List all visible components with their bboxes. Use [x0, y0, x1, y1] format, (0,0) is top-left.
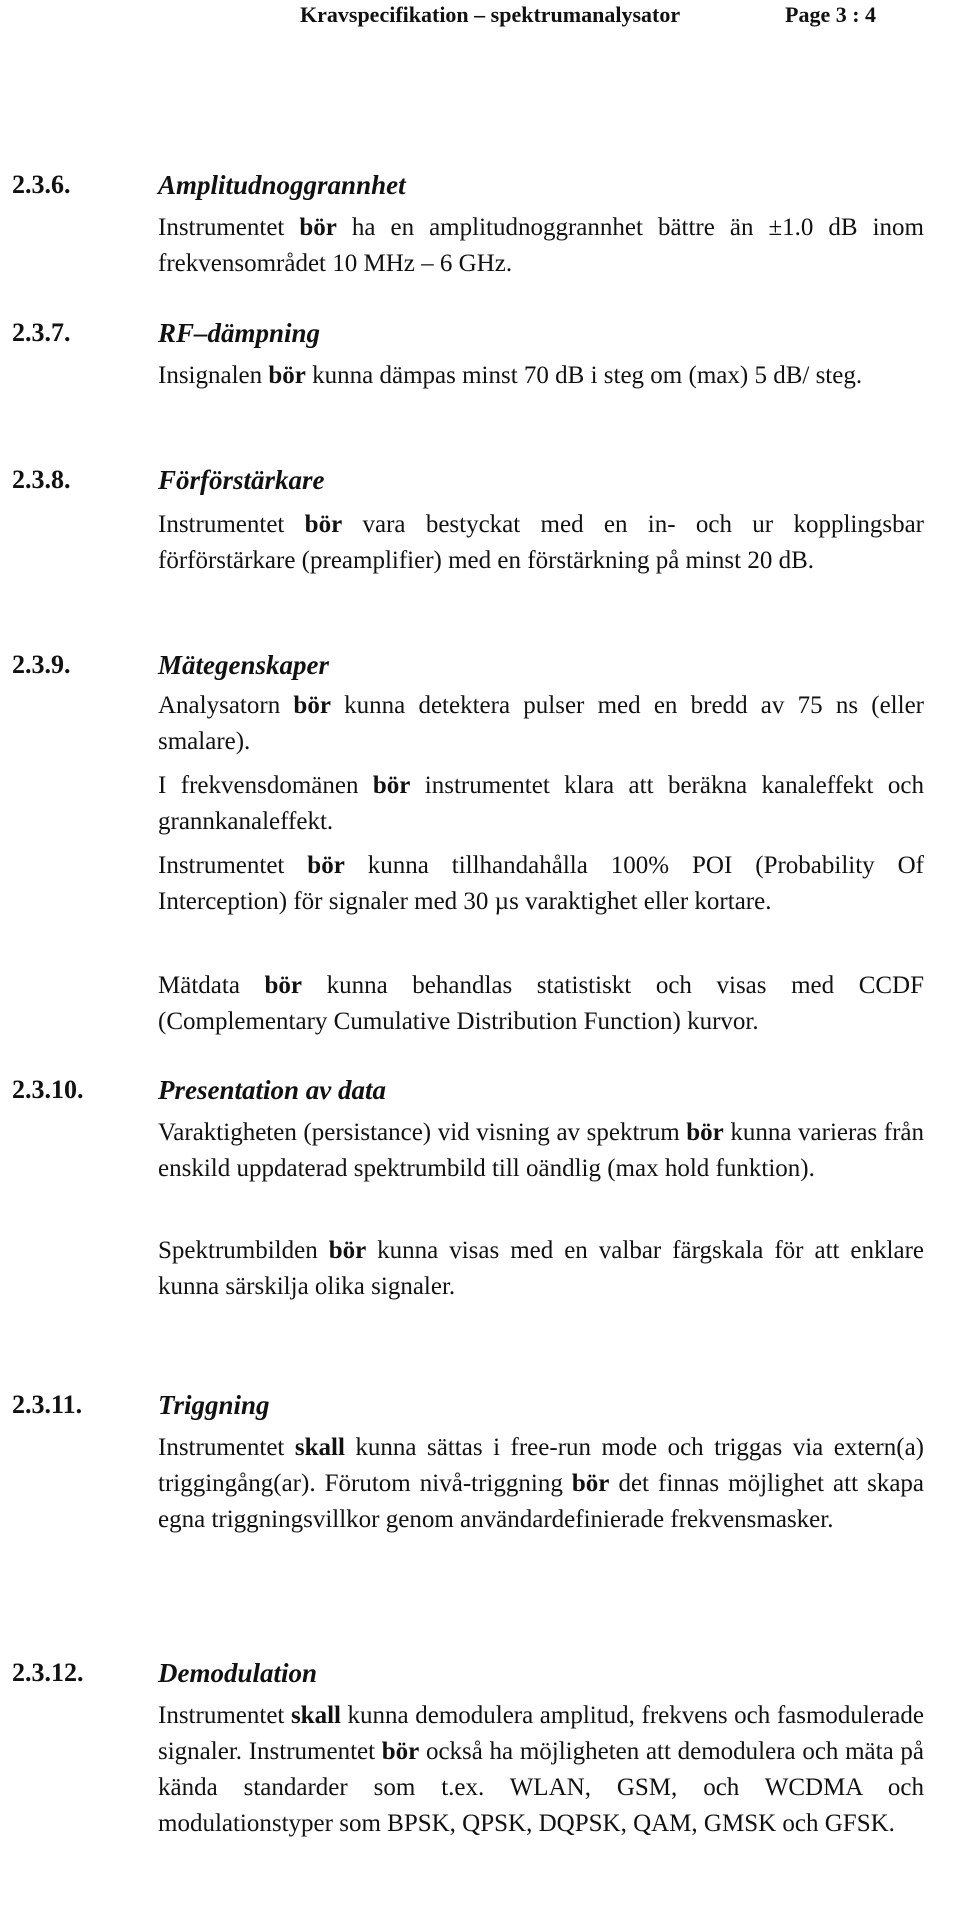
section-number: 2.3.12. [12, 1658, 84, 1687]
section-number: 2.3.10. [12, 1075, 84, 1104]
paragraph: Spektrumbilden bör kunna visas med en valbar färgskala för att enklare kunna särskilja olika signaler. [158, 1237, 924, 1300]
section-number: 2.3.6. [12, 170, 71, 199]
paragraph: Varaktigheten (persistance) vid visning av spektrum bör kunna varieras från enskild uppdaterad spektrumbild till oändlig (max hold funktion). [158, 1119, 924, 1182]
section-heading: Mätegenskaper [158, 650, 329, 680]
section-number: 2.3.8. [12, 465, 71, 494]
paragraph: Mätdata bör kunna behandlas statistiskt och visas med CCDF (Complementary Cumulative Distribution Function) kurvor. [158, 972, 924, 1035]
section-number: 2.3.11. [12, 1390, 83, 1419]
section-number: 2.3.7. [12, 318, 71, 347]
section-heading: Amplitudnoggrannhet [158, 170, 406, 200]
section-heading: Presentation av data [158, 1075, 386, 1105]
paragraph: Instrumentet skall kunna demodulera amplitud, frekvens och fasmodulerade signaler. Instrumentet bör också ha möjligheten att demodulera och mäta på kända standarder som t.ex. WLAN, GSM, och WCDMA och modulationstyper som BPSK, QPSK, DQPSK, QAM, GMSK och GFSK. [158, 1702, 924, 1837]
section-heading: RF–dämpning [158, 318, 321, 348]
paragraph: Instrumentet bör ha en amplitudnoggrannhet bättre än ±1.0 dB inom frekvensområdet 10 MHz – 6 GHz. [158, 214, 925, 277]
page-header [0, 0, 960, 40]
section-heading: Förförstärkare [158, 465, 325, 495]
section-heading: Demodulation [158, 1658, 318, 1688]
paragraph: Instrumentet bör kunna tillhandahålla 100% POI (Probability Of Interception) för signaler med 30 µs varaktighet eller kortare. [158, 852, 924, 915]
section-heading: Triggning [158, 1390, 270, 1420]
paragraph: Insignalen bör kunna dämpas minst 70 dB i steg om (max) 5 dB/ steg. [158, 362, 863, 389]
page-number: Page 3 : 4 [785, 2, 877, 27]
paragraph: Analysatorn bör kunna detektera pulser med en bredd av 75 ns (eller smalare). [158, 692, 924, 755]
paragraph: Instrumentet bör vara bestyckat med en in- och ur kopplingsbar förförstärkare (preamplifier) med en förstärkning på minst 20 dB. [158, 511, 924, 574]
section-number: 2.3.9. [12, 650, 71, 679]
paragraph: I frekvensdomänen bör instrumentet klara att beräkna kanaleffekt och grannkanaleffekt. [158, 772, 924, 835]
paragraph: Instrumentet skall kunna sättas i free-run mode och triggas via extern(a) triggingång(ar). Förutom nivå-triggning bör det finnas möjlighet att skapa egna triggningsvillkor genom användardefinierade frekvensmasker. [158, 1434, 925, 1533]
document-title: Kravspecifikation – spektrumanalysator [300, 2, 681, 27]
